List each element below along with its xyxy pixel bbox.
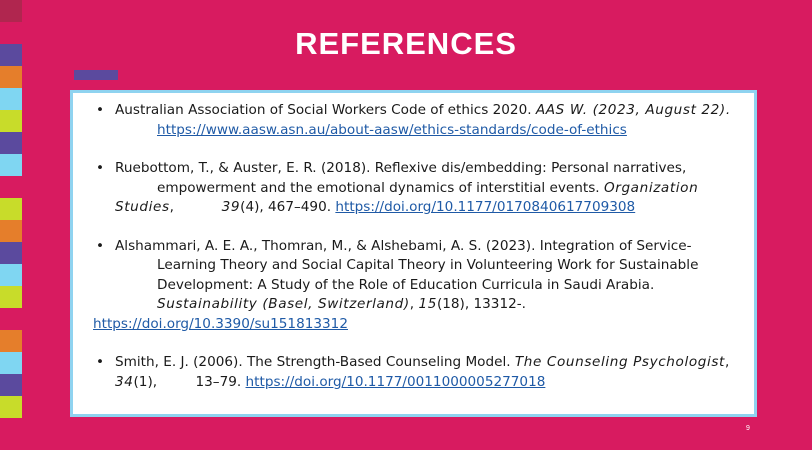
reference-text: Development: A Study of the Role of Education Curricula in Saudi Arabia. (157, 276, 655, 293)
reference-italic: 39 (221, 199, 241, 215)
slide-title: REFERENCES (295, 26, 517, 61)
references-list (93, 101, 740, 411)
reference-item (93, 353, 740, 392)
reference-item (93, 101, 740, 140)
bullet: • (96, 160, 105, 176)
reference-italic: 34 (115, 373, 134, 390)
reference-text: Alshammari, A. E. A., Thomran, M., & Alshebami, A. S. (2023). Integration of Service- (115, 237, 692, 254)
page-number: 9 (746, 425, 750, 432)
reference-text: empowerment and the emotional dynamics of interstitial events. (157, 179, 604, 196)
reference-text: , (169, 199, 174, 215)
reference-text: (4), 467–490. (240, 199, 336, 215)
reference-text: Ruebottom, T., & Auster, E. R. (2018). Reflexive dis/embedding: Personal narratives, (115, 160, 687, 176)
reference-text: 13–79. (195, 373, 246, 390)
reference-italic: The Counseling Psychologist (514, 354, 725, 370)
reference-text: , (409, 296, 419, 312)
reference-link[interactable]: https://www.aasw.asn.au/about-aasw/ethics-standards/code-of-ethics (157, 121, 627, 138)
reference-link[interactable]: https://doi.org/10.3390/su151813312 (93, 315, 348, 332)
reference-item (93, 159, 740, 218)
reference-italic: AAS W. (2023, August 22). (535, 102, 731, 118)
reference-italic: 15 (418, 296, 437, 312)
reference-italic: Organization (603, 179, 699, 196)
reference-text: Smith, E. J. (2006). The Strength-Based Counseling Model. (115, 354, 515, 370)
reference-link[interactable]: https://doi.org/10.1177/0011000005277018 (245, 373, 546, 390)
reference-text: Australian Association of Social Workers Code of ethics 2020. (115, 102, 536, 118)
bullet: • (96, 354, 105, 370)
bullet: • (96, 237, 105, 254)
reference-italic: Studies (115, 199, 170, 215)
accent-bar (74, 70, 118, 80)
references-panel (70, 90, 757, 417)
decorative-color-stripe (0, 0, 22, 450)
reference-text: (1), (133, 373, 158, 390)
reference-text: Learning Theory and Social Capital Theory in Volunteering Work for Sustainable (157, 257, 699, 273)
reference-text: , (724, 354, 730, 370)
bullet: • (96, 102, 105, 118)
reference-item (93, 237, 740, 335)
reference-italic: Sustainability (Basel, Switzerland) (157, 296, 410, 312)
reference-link[interactable]: https://doi.org/10.1177/0170840617709308 (335, 199, 636, 215)
reference-text: (18), 13312-. (436, 296, 526, 312)
